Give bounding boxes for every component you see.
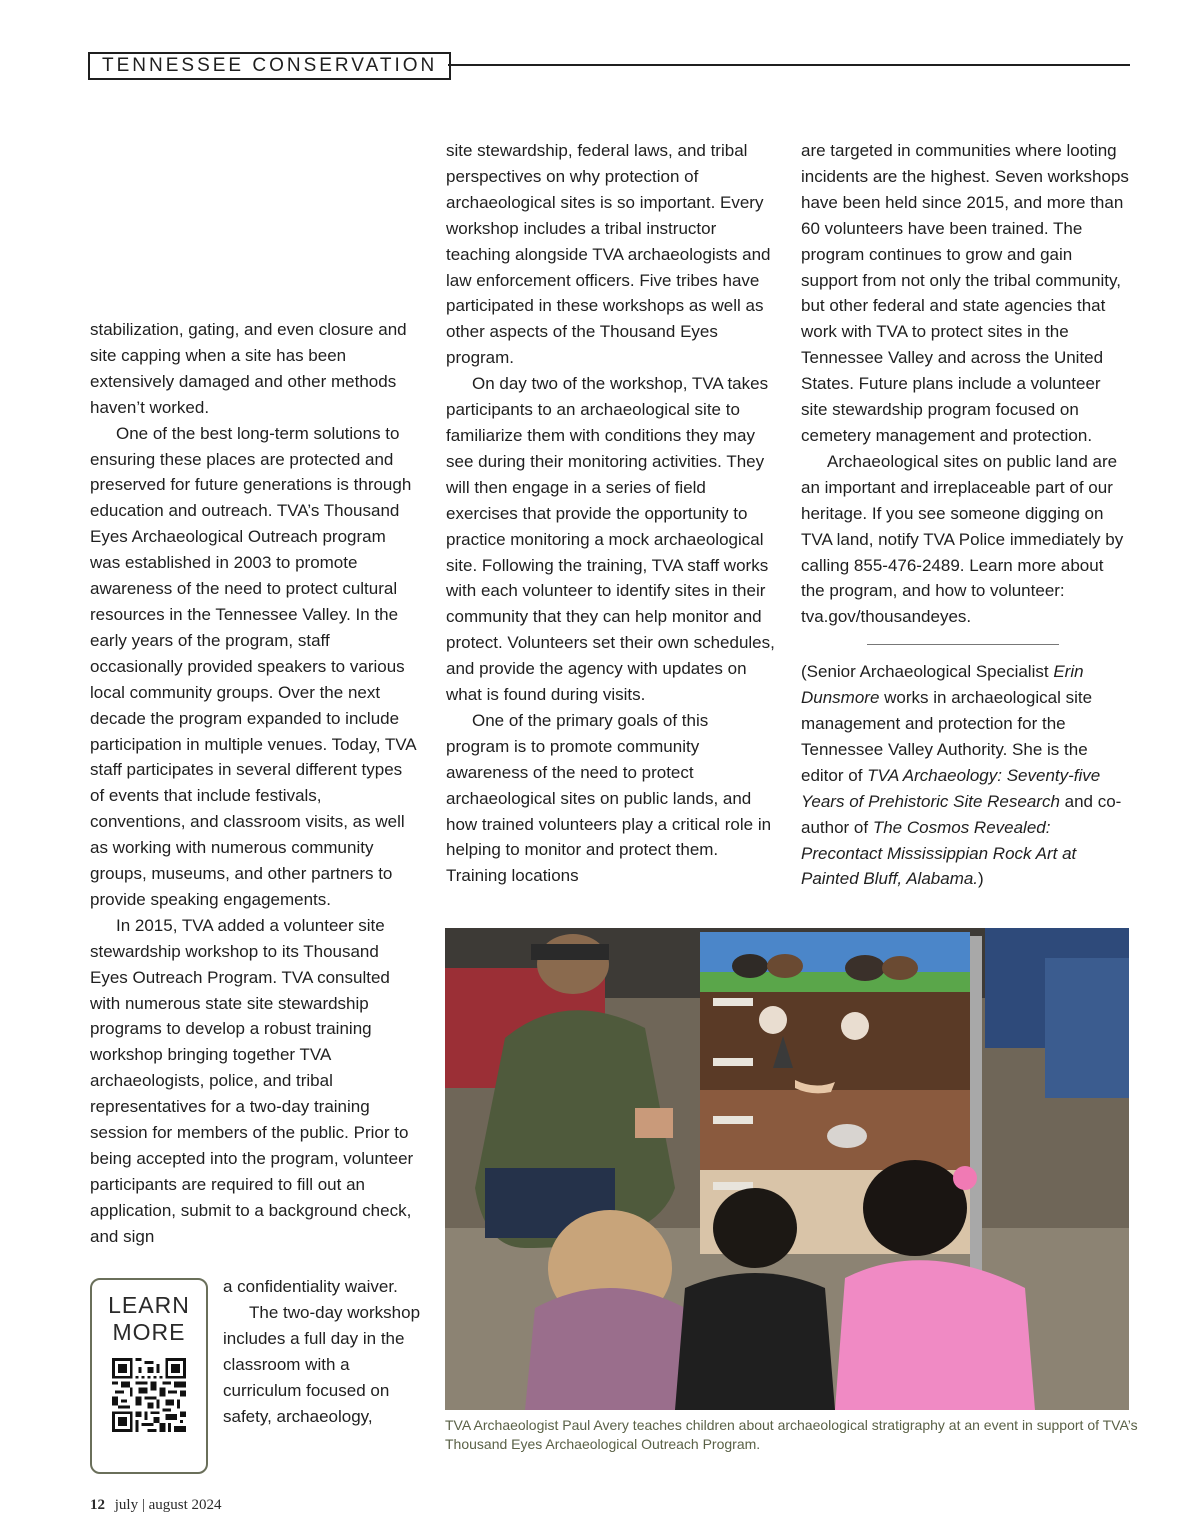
page-number: 12 bbox=[90, 1497, 105, 1513]
bio-text-2: works in archaeological site management and protection for the Tennessee Valley Authority. She is the editor of bbox=[801, 688, 1093, 785]
column-1-wrap bbox=[223, 1274, 423, 1429]
learn-line-2: MORE bbox=[112, 1319, 186, 1345]
page-footer bbox=[90, 1497, 222, 1514]
col2-paragraph-3: One of the primary goals of this program is to promote community awareness of the need to protect archaeological sites on public lands, and how trained volunteers play a critical role in helping to monitor and protect them. Training locations bbox=[446, 710, 772, 886]
issue-date: july | august 2024 bbox=[114, 1497, 222, 1513]
col1-paragraph-4: The two-day workshop includes a full day in the classroom with a curriculum focused on safety, archaeology, bbox=[223, 1302, 421, 1426]
masthead-rule bbox=[448, 64, 1130, 66]
masthead-title: TENNESSEE CONSERVATION bbox=[88, 52, 451, 80]
col3-paragraph-1: are targeted in communities where looting incidents are the highest. Seven workshops have been held since 2015, and more than 60 volunteers have been trained. The program continues to grow and gain support from not only the tribal community, but other federal and state agencies that work with TVA to protect sites in the Tennessee Valley and across the United States. Future plans include a volunteer site stewardship program focused on cemetery management and protection. bbox=[801, 141, 1129, 445]
bio-author-name: Erin Dunsmore bbox=[801, 662, 1084, 708]
qr-code-icon[interactable] bbox=[112, 1358, 186, 1432]
bio-text-3: and co-author of bbox=[801, 791, 1122, 837]
photo-caption: TVA Archaeologist Paul Avery teaches children about archaeological stratigraphy at an event in support of TVA’s Thousand Eyes Archaeological Outreach Program. bbox=[445, 1417, 1138, 1452]
bio-book-1: TVA Archaeology: Seventy-five Years of Prehistoric Site Research bbox=[801, 765, 1101, 811]
column-1 bbox=[90, 317, 420, 1250]
learn-more-label bbox=[92, 1292, 206, 1346]
column-2 bbox=[446, 138, 776, 889]
bio-text-1: (Senior Archaeological Specialist bbox=[801, 662, 1054, 682]
learn-line-1: LEARN bbox=[108, 1292, 190, 1318]
author-bio bbox=[801, 659, 1131, 892]
learn-more-box[interactable] bbox=[90, 1278, 208, 1474]
col3-paragraph-2: Archaeological sites on public land are an important and irreplaceable part of our heritage. If you see someone digging on TVA land, notify TVA Police immediately by calling 855-476-2489. Learn more about the program, and how to volunteer: tva.gov/thousandeyes. bbox=[801, 451, 1124, 627]
col2-paragraph-2: On day two of the workshop, TVA takes participants to an archaeological site to familiarize them with conditions they may see during their monitoring activities. They will then engage in a series of field exercises that provide the opportunity to practice monitoring a mock archaeological site. Following the training, TVA staff works with each volunteer to identify sites in their community that they can help monitor and protect. Volunteers set their own schedules, and provide the agency with updates on what is found during visits. bbox=[446, 374, 775, 705]
col1-paragraph-1: stabilization, gating, and even closure and site capping when a site has been extensively damaged and other methods haven’t worked. bbox=[90, 320, 407, 417]
col1-paragraph-3: In 2015, TVA added a volunteer site stewardship workshop to its Thousand Eyes Outreach Program. TVA consulted with numerous state site stewardship programs to develop a robust training workshop bringing together TVA archaeologists, police, and tribal representatives for a two-day training session for members of the public. Prior to being accepted into the program, volunteer participants are required to fill out an application, submit to a background check, and sign bbox=[90, 915, 414, 1246]
bio-text-4: ) bbox=[978, 869, 984, 889]
masthead bbox=[88, 52, 1130, 80]
section-divider bbox=[867, 644, 1059, 645]
col1-paragraph-2: One of the best long-term solutions to ensuring these places are protected and preserved for future generations is through education and outreach. TVA’s Thousand Eyes Archaeological Outreach program was established in 2003 to promote awareness of the need to protect cultural resources in the Tennessee Valley. In the early years of the program, staff occasionally provided speakers to various local community groups. Over the next decade the program expanded to include participation in multiple venues. Today, TVA staff participates in several different types of events that include festivals, conventions, and classroom visits, as well as working with numerous community groups, museums, and other partners to provide speaking engagements. bbox=[90, 423, 416, 909]
column-3 bbox=[801, 138, 1131, 892]
col1-paragraph-3-end: a confidentiality waiver. bbox=[223, 1277, 398, 1296]
col2-paragraph-1: site stewardship, federal laws, and tribal perspectives on why protection of archaeological sites is so important. Every workshop includes a tribal instructor teaching alongside TVA archaeologists and law enforcement officers. Five tribes have participated in these workshops as well as other aspects of the Thousand Eyes program. bbox=[446, 141, 771, 368]
bio-book-2: The Cosmos Revealed: Precontact Mississippian Rock Art at Painted Bluff, Alabama. bbox=[801, 817, 1077, 889]
photo-stratigraphy-lesson bbox=[445, 928, 1129, 1410]
